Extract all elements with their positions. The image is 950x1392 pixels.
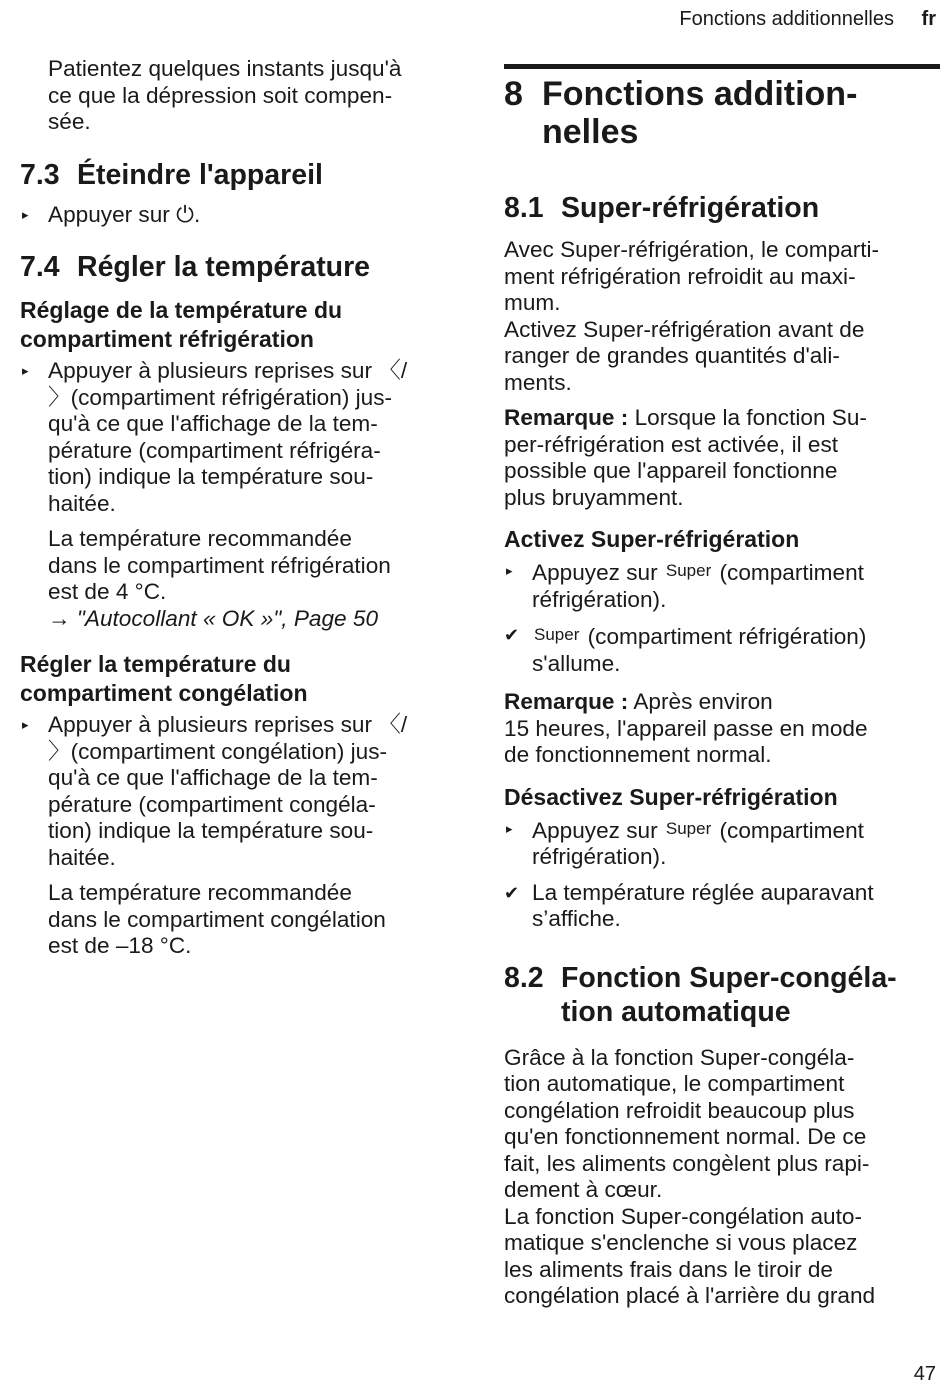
step-fridge-temp: ▸ Appuyer à plusieurs reprises sur 〈/ 〉(compartiment réfrigération) jus- qu'à ce que l'affichage de la tem- pérature (compartiment réfrigéra- tion) indique la température sou- haitée. bbox=[22, 358, 408, 516]
bullet-triangle-icon: ▸ bbox=[22, 206, 29, 222]
bullet-triangle-icon: ▸ bbox=[22, 363, 29, 378]
bullet-triangle-icon: ▸ bbox=[506, 820, 513, 836]
result-activate: ✔ Super (compartiment réfrigération) s'allume. bbox=[504, 624, 867, 676]
bullet-triangle-icon: ▸ bbox=[22, 717, 29, 732]
heading-chapter-8: 8 Fonctions addition- nelles bbox=[504, 75, 858, 151]
step-freezer-temp: ▸ Appuyer à plusieurs reprises sur 〈/ 〉(compartiment congélation) jus- qu'à ce que l'affichage de la tem- pérature (compartiment congéla- tion) indique la température sou- haitée. bbox=[22, 712, 408, 870]
page-header bbox=[679, 8, 936, 31]
heading-7-4: 7.4 Régler la température bbox=[20, 251, 371, 283]
note-noise: Remarque : Lorsque la fonction Su- per-réfrigération est activée, il est possible que l'appareil fonctionne plus bruyamment. bbox=[504, 405, 867, 510]
super-indicator-symbol: Super bbox=[534, 625, 580, 644]
chapter-rule bbox=[504, 64, 940, 69]
header-section-title: Fonctions additionnelles bbox=[679, 8, 894, 30]
super-freezing-intro: Grâce à la fonction Super-congéla- tion automatique, le compartiment congélation refroidit beaucoup plus qu'en fonctionnement normal. De ce fait, les aliments congèlent plus rapi- dement à cœur. La fonction Super-congélation auto- matique s'enclenche si vous placez les aliments frais dans le tiroir de congélation placé à l'arrière du grand bbox=[504, 1044, 876, 1308]
cross-reference-link[interactable]: → "Autocollant « OK »", Page 50 bbox=[48, 605, 379, 631]
checkmark-icon: ✔ bbox=[504, 882, 520, 903]
left-column bbox=[20, 56, 460, 960]
freezer-recommendation: La température recommandée dans le compartiment congélation est de –18 °C. bbox=[48, 880, 386, 958]
header-language: fr bbox=[921, 8, 936, 30]
super-button-symbol: Super bbox=[665, 818, 712, 838]
subheading-fridge-temp: Réglage de la température du compartiment réfrigération bbox=[20, 297, 343, 352]
super-button-symbol: Super bbox=[665, 561, 712, 580]
page-number: 47 bbox=[913, 1363, 936, 1385]
subheading-activate: Activez Super-réfrigération bbox=[504, 526, 800, 552]
heading-8-1: 8.1 Super-réfrigération bbox=[504, 192, 820, 224]
result-deactivate: ✔ La température réglée auparavant s’affiche. bbox=[504, 879, 874, 931]
step-deactivate: ▸ Appuyez sur Super (compartiment réfrigération). bbox=[506, 817, 864, 869]
step-activate: ▸ Appuyez sur Super (compartiment réfrigération). bbox=[506, 560, 864, 612]
note-duration: Remarque : Après environ 15 heures, l'appareil passe en mode de fonctionnement normal. bbox=[504, 689, 868, 767]
intro-paragraph: Patientez quelques instants jusqu'à ce que la dépression soit compen- sée. bbox=[48, 56, 402, 134]
fridge-recommendation: La température recommandée dans le compartiment réfrigération est de 4 °C. → "Autocollant « OK »", Page 50 bbox=[20, 526, 460, 632]
step-switch-off: ▸ Appuyer sur ⏻. bbox=[22, 201, 201, 227]
heading-7-3: 7.3 Éteindre l'appareil bbox=[20, 158, 323, 191]
super-cooling-intro: Avec Super-réfrigération, le comparti- ment réfrigération refroidit au maxi- mum. Activez Super-réfrigération avant de ranger de grandes quantités d'ali- ments. bbox=[504, 237, 880, 395]
right-column bbox=[504, 62, 940, 1310]
subheading-freezer-temp: Régler la température du compartiment congélation bbox=[20, 651, 308, 706]
subheading-deactivate: Désactivez Super-réfrigération bbox=[504, 783, 838, 810]
checkmark-icon: ✔ bbox=[504, 625, 520, 645]
heading-8-2: 8.2 Fonction Super-congéla- tion automatique bbox=[504, 961, 897, 1028]
bullet-triangle-icon: ▸ bbox=[506, 563, 513, 578]
